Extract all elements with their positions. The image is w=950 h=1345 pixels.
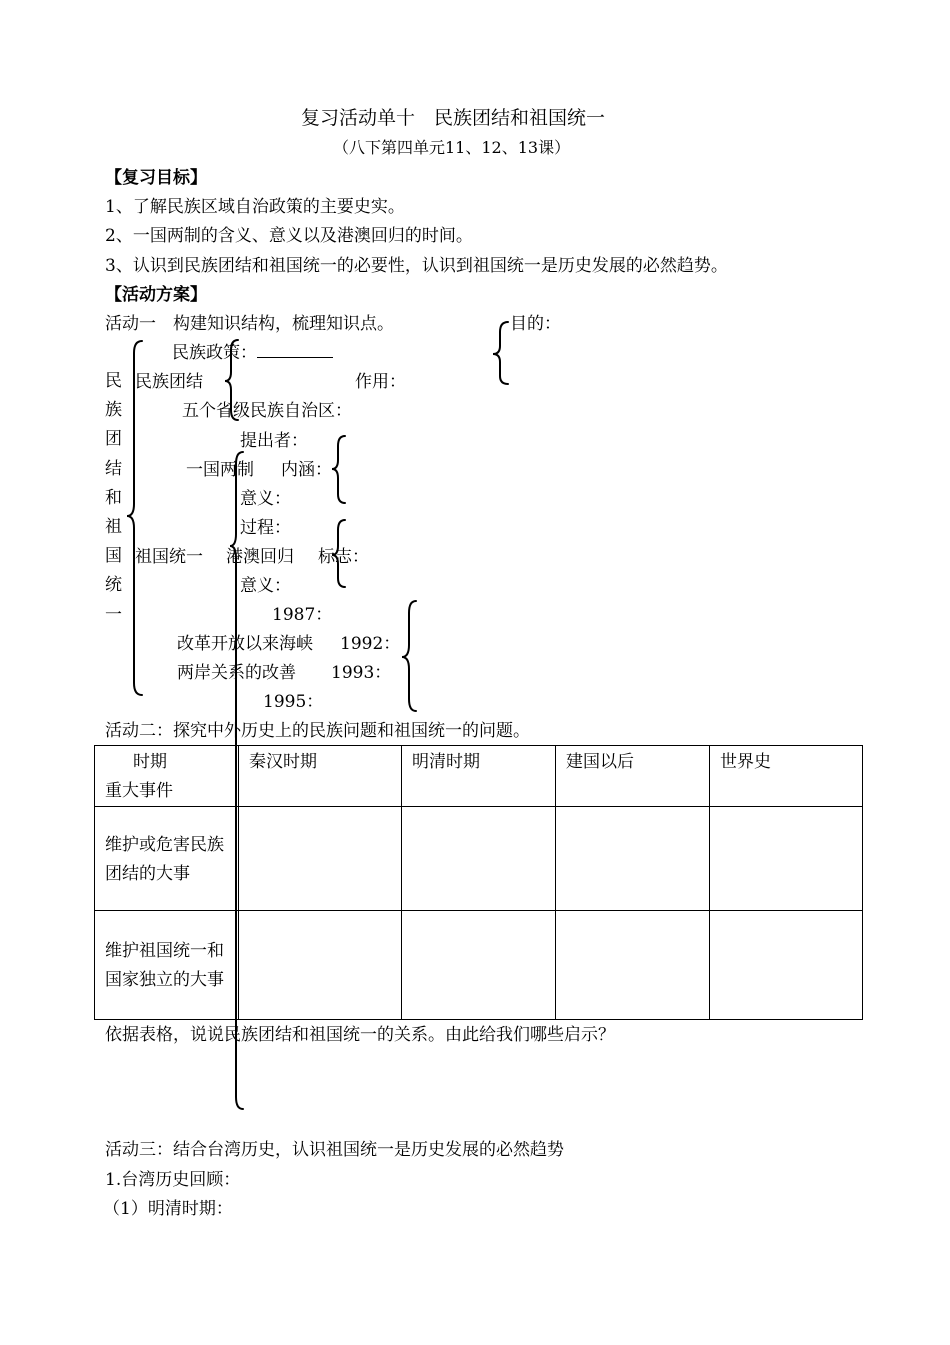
answer-cell[interactable]	[402, 807, 556, 911]
column-header: 建国以后	[556, 746, 710, 807]
table-row	[95, 807, 863, 911]
hk-macau-label: 港澳回归	[226, 547, 294, 567]
unity-brace	[225, 340, 238, 420]
connotation-label: 内涵：	[281, 460, 332, 480]
reunification-label: 祖国统一	[135, 547, 203, 567]
meaning-brace	[332, 436, 345, 503]
straits-label-line1: 改革开放以来海峡	[177, 634, 313, 654]
column-header: 世界史	[710, 746, 863, 807]
column-header: 秦汉时期	[239, 746, 402, 807]
goal-item-1: 1、了解民族区域自治政策的主要史实。	[105, 197, 405, 217]
activity-one-title: 活动一 构建知识结构，梳理知识点。	[105, 314, 394, 334]
answer-cell[interactable]	[556, 911, 710, 1020]
comparison-table	[94, 745, 863, 1020]
unity-label: 民族团结	[135, 372, 203, 392]
goal-item-2: 2、一国两制的含义、意义以及港澳回归的时间。	[105, 226, 473, 246]
one-country-significance-label: 意义：	[240, 489, 291, 509]
activity-three-title: 活动三：结合台湾历史，认识祖国统一是历史发展的必然趋势	[105, 1140, 564, 1160]
process-label: 过程：	[240, 518, 291, 538]
symbol-brace	[332, 520, 345, 587]
table-corner-cell	[95, 746, 239, 807]
answer-cell[interactable]	[239, 807, 402, 911]
taiwan-review-label: 1.台湾历史回顾：	[105, 1170, 241, 1190]
plan-heading: 【活动方案】	[105, 285, 207, 305]
symbol-label: 标志：	[318, 547, 369, 567]
answer-cell[interactable]	[710, 911, 863, 1020]
main-brace	[127, 341, 142, 695]
row-header-text: 维护祖国统一和国家独立的大事	[105, 941, 224, 990]
corner-events-label: 重大事件	[105, 781, 173, 801]
hk-macau-significance-label: 意义：	[240, 576, 291, 596]
table-header-row	[95, 746, 863, 807]
page-title: 复习活动单十 民族团结和祖国统一	[301, 107, 606, 129]
purpose-brace	[493, 322, 508, 384]
autonomous-regions-label: 五个省级民族自治区：	[182, 401, 352, 421]
straits-brace	[402, 601, 416, 711]
relationship-question: 依据表格，说说民族团结和祖国统一的关系。由此给我们哪些启示？	[105, 1025, 615, 1045]
one-country-label: 一国两制	[186, 460, 254, 480]
answer-cell[interactable]	[710, 807, 863, 911]
table-row	[95, 911, 863, 1020]
year-1992-label: 1992：	[340, 634, 401, 654]
activity-two-title: 活动二：探究中外历史上的民族问题和祖国统一的问题。	[105, 721, 530, 741]
year-1987-label: 1987：	[272, 605, 333, 625]
row-header	[95, 911, 239, 1020]
row-header-text: 维护或危害民族团结的大事	[105, 834, 224, 884]
effect-label: 作用：	[355, 372, 406, 392]
column-header: 明清时期	[402, 746, 556, 807]
purpose-label: 目的：	[510, 314, 561, 334]
corner-period-label: 时期	[133, 752, 167, 772]
proposer-label: 提出者：	[240, 431, 308, 451]
ming-qing-label: （1）明清时期：	[103, 1199, 233, 1219]
row-header	[95, 807, 239, 911]
answer-cell[interactable]	[239, 911, 402, 1020]
page-subtitle: （八下第四单元11、12、13课）	[333, 138, 571, 157]
ethnic-policy-label: 民族政策：	[172, 343, 257, 363]
year-1995-label: 1995：	[263, 692, 324, 712]
goals-heading: 【复习目标】	[105, 168, 207, 188]
year-1993-label: 1993：	[331, 663, 392, 683]
answer-cell[interactable]	[556, 807, 710, 911]
straits-label-line2: 两岸关系的改善	[177, 663, 296, 683]
answer-cell[interactable]	[402, 911, 556, 1020]
goal-item-3: 3、认识到民族团结和祖国统一的必要性，认识到祖国统一是历史发展的必然趋势。	[105, 256, 728, 276]
vertical-topic-label: 民族团结和祖国统一	[105, 371, 122, 625]
